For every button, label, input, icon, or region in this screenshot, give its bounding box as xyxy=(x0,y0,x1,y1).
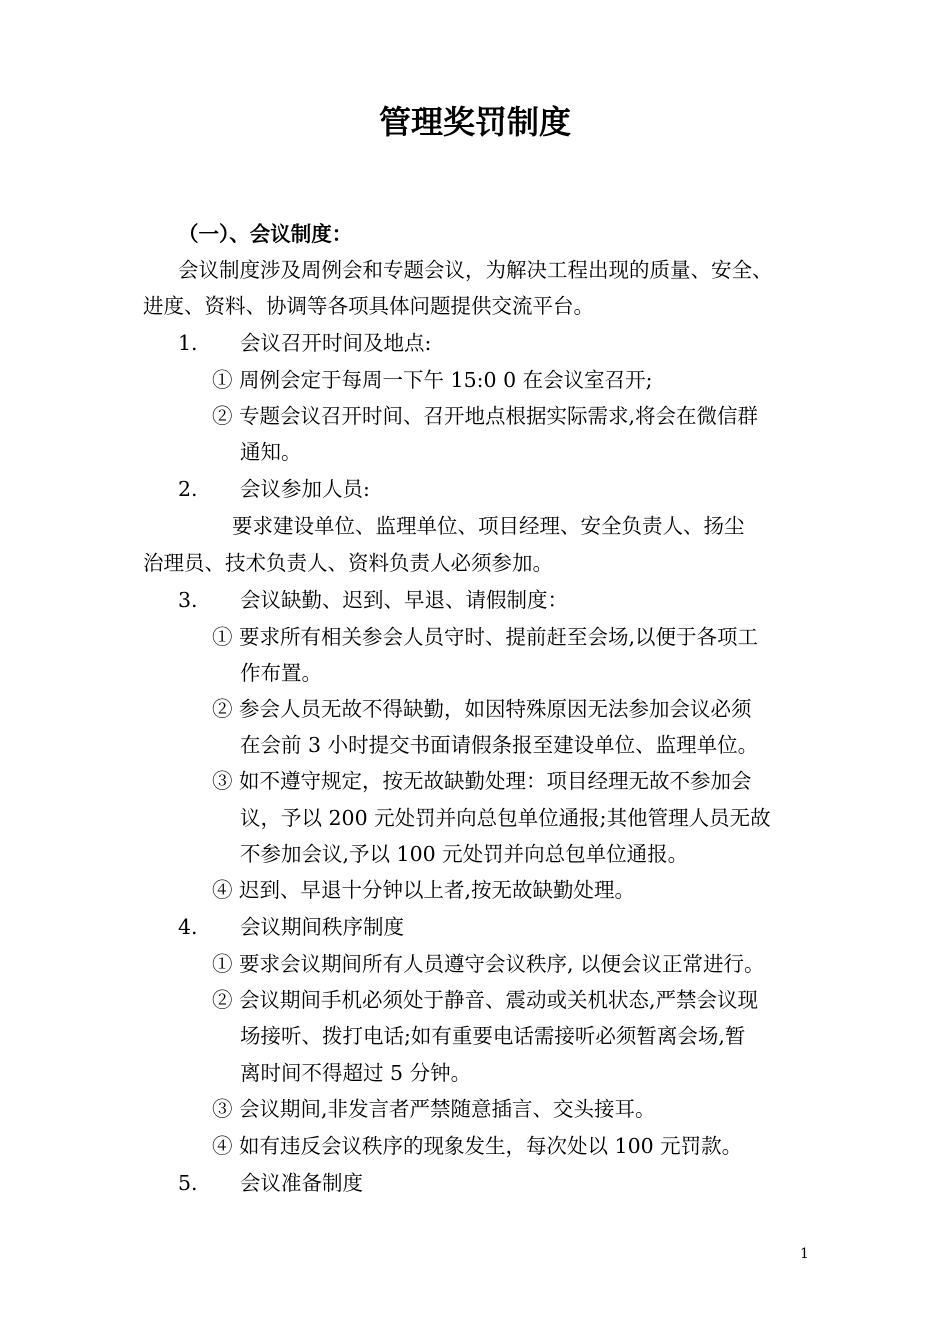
intro-line-2: 进度、资料、协调等各项具体问题提供交流平台。 xyxy=(143,294,594,318)
item1-sub-2a: ② 专题会议召开时间、召开地点根据实际需求,将会在微信群 xyxy=(212,404,759,428)
item-label-2: 会议参加人员: xyxy=(240,477,370,501)
document-title: 管理奖罚制度 xyxy=(378,103,571,141)
item3-sub-1a: ① 要求所有相关参会人员守时、提前赶至会场,以便于各项工 xyxy=(212,625,759,649)
item4-sub-4: ④ 如有违反会议秩序的现象发生，每次处以 100 元罚款。 xyxy=(212,1134,743,1158)
item3-sub-2b: 在会前 3 小时提交书面请假条报至建设单位、监理单位。 xyxy=(240,733,759,757)
item4-sub-2c: 离时间不得超过 5 分钟。 xyxy=(240,1061,472,1085)
item-number-4: 4. xyxy=(178,915,198,939)
item-label-3: 会议缺勤、迟到、早退、请假制度： xyxy=(240,588,568,612)
item2-para-2: 治理员、技术负责人、资料负责人必须参加。 xyxy=(143,551,553,575)
page-number: 1 xyxy=(800,1246,809,1262)
item-number-5: 5. xyxy=(178,1171,198,1195)
item3-sub-3a: ③ 如不遵守规定，按无故缺勤处理：项目经理无故不参加会 xyxy=(212,769,752,793)
item1-sub-1: ① 周例会定于每周一下午 15:0 0 在会议室召开; xyxy=(212,368,653,392)
intro-line-1: 会议制度涉及周例会和专题会议，为解决工程出现的质量、安全、 xyxy=(178,258,773,282)
item-label-4: 会议期间秩序制度 xyxy=(240,915,404,939)
item3-sub-3b: 议，予以 200 元处罚并向总包单位通报;其他管理人员无故 xyxy=(240,806,771,830)
item1-sub-2b: 通知。 xyxy=(240,440,302,464)
item4-sub-3: ③ 会议期间,非发言者严禁随意插言、交头接耳。 xyxy=(212,1097,656,1121)
item3-sub-1b: 作布置。 xyxy=(240,661,322,685)
item3-sub-2a: ② 参会人员无故不得缺勤，如因特殊原因无法参加会议必须 xyxy=(212,697,752,721)
item2-para-1: 要求建设单位、监理单位、项目经理、安全负责人、扬尘 xyxy=(232,514,745,538)
item-number-2: 2. xyxy=(178,477,198,501)
item4-sub-2a: ② 会议期间手机必须处于静音、震动或关机状态,严禁会议现 xyxy=(212,988,759,1012)
item-number-3: 3. xyxy=(178,588,198,612)
item3-sub-3c: 不参加会议,予以 100 元处罚并向总包单位通报。 xyxy=(240,842,689,866)
item-label-5: 会议准备制度 xyxy=(240,1171,363,1195)
section-heading: （一）、会议制度： xyxy=(178,222,353,246)
item3-sub-4: ④ 迟到、早退十分钟以上者,按无故缺勤处理。 xyxy=(212,878,636,902)
item4-sub-2b: 场接听、拨打电话;如有重要电话需接听必须暂离会场,暂 xyxy=(240,1024,746,1048)
item-label-1: 会议召开时间及地点: xyxy=(240,331,432,355)
item-number-1: 1. xyxy=(178,331,198,355)
item4-sub-1: ① 要求会议期间所有人员遵守会议秩序, 以便会议正常进行。 xyxy=(212,952,765,976)
